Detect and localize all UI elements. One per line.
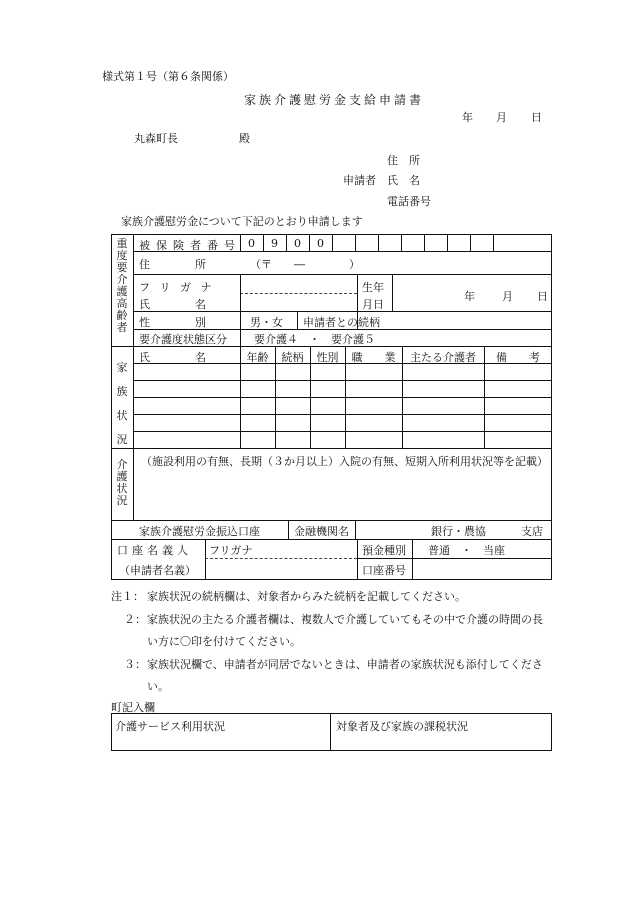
note-2-text: 家族状況の主たる介護者欄は、複数人で介護していてもその中で介護の時間の長: [147, 613, 543, 626]
birth-year-label: 年: [464, 290, 475, 303]
family-header-caregiver: 主たる介護者: [410, 351, 476, 364]
date-day-label: 日: [531, 111, 542, 124]
care-level-label: 要介護度状態区分: [139, 333, 227, 346]
date-year-label: 年: [462, 111, 473, 124]
family-header-sex: 性別: [316, 351, 339, 364]
insured-number-digit[interactable]: 0: [317, 237, 324, 250]
note-1-text: 家族状況の続柄欄は、対象者からみた続柄を記載してください。: [147, 590, 466, 603]
furigana-label: フ リ ガ ナ: [139, 281, 215, 294]
bank-institution-label: 金融機関名: [294, 525, 349, 538]
note-2-num: ２：: [124, 613, 146, 626]
addressee: 丸森町長: [134, 132, 178, 145]
family-header-remarks: 備 考: [496, 351, 540, 364]
town-section-label: 町記入欄: [111, 701, 155, 714]
note-3-text: 家族状況欄で、申請者が同居でないときは、申請者の家族状況も添付してくださ: [147, 658, 543, 671]
family-header-occupation: 職 業: [351, 351, 396, 364]
applicant-address-label: 住 所: [387, 154, 420, 167]
sex-label: 性 別: [139, 316, 209, 329]
date-month-label: 月: [496, 111, 507, 124]
note-3-num: ３：: [124, 658, 146, 671]
section-label-family: 家 族 状 況: [116, 361, 128, 446]
family-header-relation: 続柄: [281, 351, 304, 364]
bank-account-label: 家族介護慰労金振込口座: [139, 525, 260, 538]
applicant-phone-label: 電話番号: [387, 195, 431, 208]
account-number-label: 口座番号: [362, 564, 406, 577]
honorific: 殿: [239, 132, 250, 145]
branch-suffix: 支店: [521, 525, 543, 538]
account-holder-sub: （申請者名義）: [119, 564, 196, 577]
name-label: 氏 名: [139, 298, 209, 311]
family-header-age: 年齢: [246, 351, 269, 364]
tax-status-label: 対象者及び家族の課税状況: [336, 720, 468, 733]
address-label: 住 所: [139, 258, 209, 271]
note-1-num: 注１：: [111, 590, 144, 603]
birth-month-label: 月: [502, 290, 513, 303]
section-label-care: 介 護 状 況: [116, 458, 128, 507]
deposit-type-label: 預金種別: [362, 544, 406, 557]
note-3-text-cont: い。: [147, 680, 169, 693]
insured-number-digit[interactable]: 0: [294, 237, 301, 250]
birthdate-label-2: 月日: [362, 298, 384, 311]
applicant-name-label: 氏 名: [387, 174, 420, 187]
deposit-options[interactable]: 普通 ・ 当座: [428, 544, 505, 557]
family-header-name: 氏 名: [139, 351, 209, 364]
insured-number-digit[interactable]: 0: [248, 237, 255, 250]
holder-furigana-label: フリガナ: [209, 544, 253, 557]
section-label-elderly: 重 度 要 介 護 高 齢 者: [116, 237, 128, 334]
postal-code-field[interactable]: （〒 ― ）: [250, 258, 360, 271]
account-holder-label: 口座名義人: [117, 544, 192, 557]
note-2-text-cont: い方に〇印を付けてください。: [147, 635, 301, 648]
birthdate-label-1: 生年: [362, 281, 384, 294]
document-title: 家族介護慰労金支給申請書: [244, 93, 425, 107]
relation-label: 申請者との続柄: [303, 316, 380, 329]
care-service-usage-label: 介護サービス利用状況: [115, 720, 225, 733]
bank-type-suffix: 銀行・農協: [431, 525, 486, 538]
insured-number-label: 被保険者番号: [139, 239, 241, 252]
sex-options[interactable]: 男・女: [250, 316, 283, 329]
insured-number-digit[interactable]: 9: [271, 237, 278, 250]
birth-day-label: 日: [537, 290, 548, 303]
care-level-options[interactable]: 要介護４ ・ 要介護５: [254, 333, 375, 346]
applicant-label: 申請者: [343, 174, 376, 187]
intro-text: 家族介護慰労金について下記のとおり申請します: [121, 215, 363, 228]
care-status-note: （施設利用の有無、長期（３か月以上）入院の有無、短期入所利用状況等を記載）: [141, 455, 548, 468]
form-number: 様式第１号（第６条関係）: [102, 70, 234, 83]
